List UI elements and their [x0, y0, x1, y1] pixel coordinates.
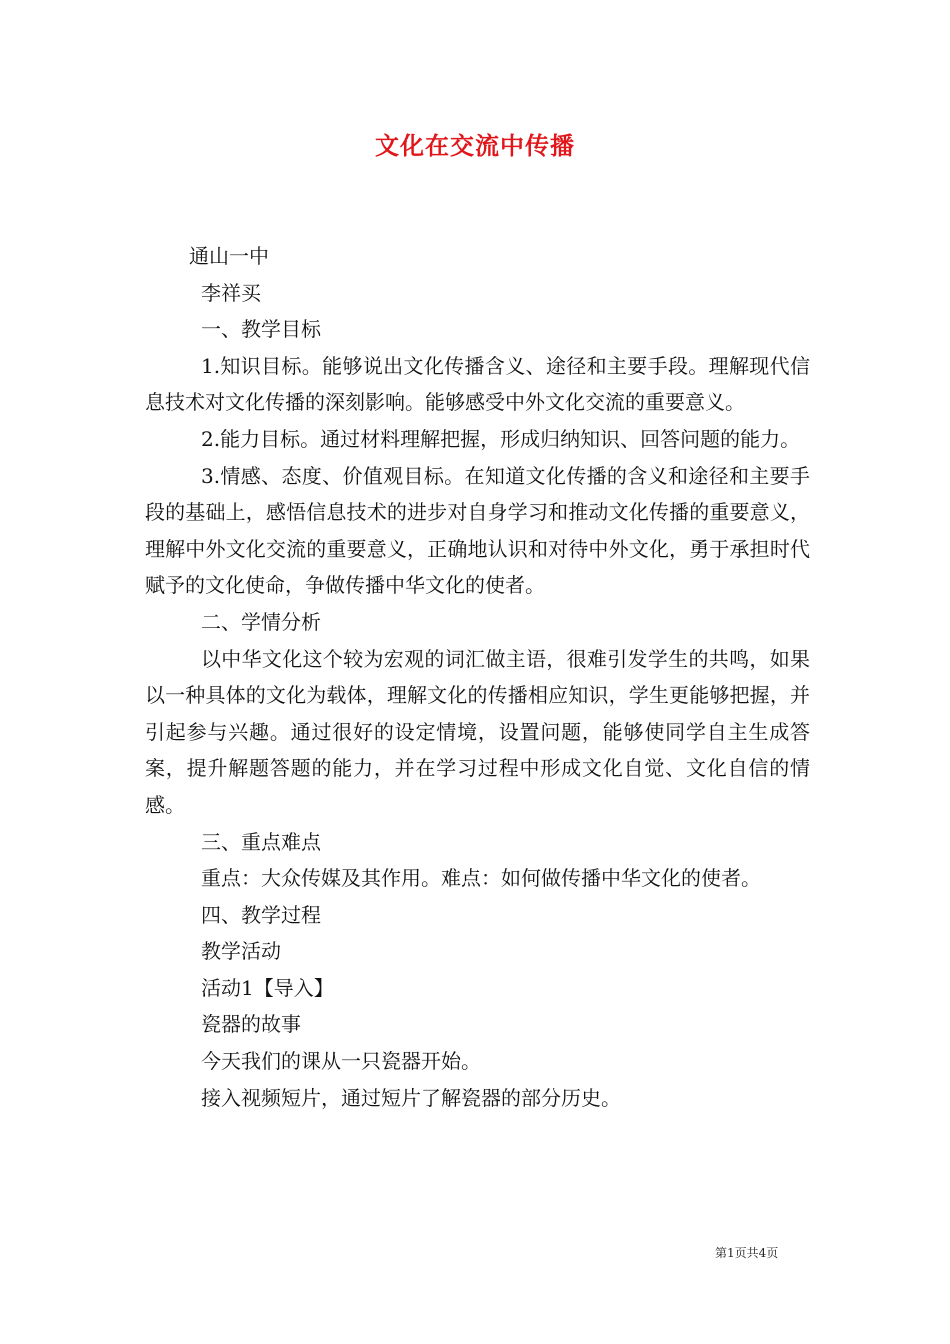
school-name: 通山一中 — [189, 244, 269, 268]
section-heading: 二、学情分析 — [201, 609, 321, 634]
section-heading: 四、教学过程 — [201, 902, 321, 927]
document-title: 文化在交流中传播 — [375, 131, 575, 160]
paragraph: 1.知识目标。能够说出文化传播含义、途径和主要手段。理解现代信息技术对文化传播的深刻影响。能够感受中外文化交流的重要意义。 — [145, 353, 810, 415]
paragraph: 接入视频短片，通过短片了解瓷器的部分历史。 — [201, 1085, 621, 1110]
paragraph: 瓷器的故事 — [201, 1012, 301, 1037]
paragraph: 重点：大众传媒及其作用。难点：如何做传播中华文化的使者。 — [201, 866, 761, 891]
paragraph: 3.情感、态度、价值观目标。在知道文化传播的含义和途径和主要手段的基础上，感悟信息技术的进步对自身学习和推动文化传播的重要意义，理解中外文化交流的重要意义，正确地认识和对待中外文化，勇于承担时代赋予的文化使命，争做传播中华文化的使者。 — [145, 463, 810, 598]
section-heading: 三、重点难点 — [201, 829, 321, 854]
paragraph: 以中华文化这个较为宏观的词汇做主语，很难引发学生的共鸣，如果以一种具体的文化为载体，理解文化的传播相应知识，学生更能够把握，并引起参与兴趣。通过很好的设定情境，设置问题，能够使同学自主生成答案，提升解题答题的能力，并在学习过程中形成文化自觉、文化自信的情感。 — [145, 646, 810, 817]
page-indicator: 第1页共4页 — [715, 1246, 779, 1260]
document-body — [145, 238, 810, 1116]
paragraph: 2.能力目标。通过材料理解把握，形成归纳知识、回答问题的能力。 — [201, 426, 801, 451]
paragraph: 教学活动 — [201, 939, 281, 964]
paragraph: 今天我们的课从一只瓷器开始。 — [201, 1049, 481, 1074]
author-name: 李祥买 — [201, 280, 261, 305]
section-heading: 一、教学目标 — [201, 317, 321, 342]
paragraph: 活动1【导入】 — [201, 975, 334, 1000]
